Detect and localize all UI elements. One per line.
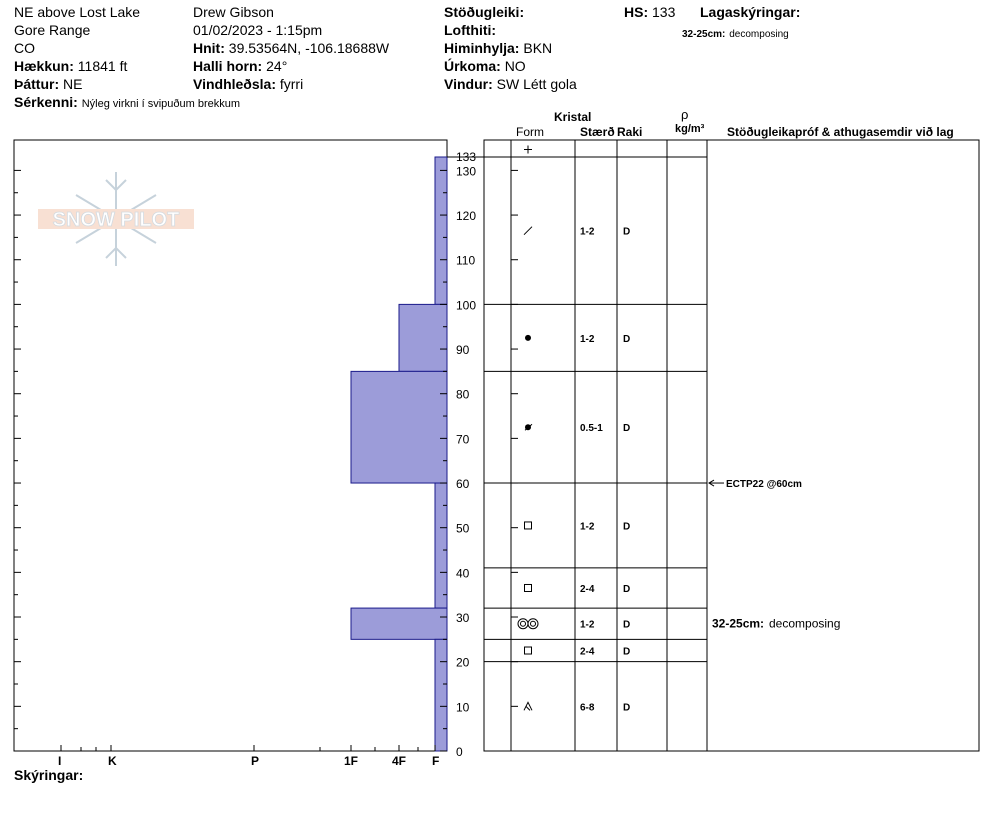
air-temp-label: Lofthiti:: [444, 22, 497, 38]
depth-label: 130: [456, 164, 477, 179]
faceted-grain-icon: [525, 647, 532, 654]
hardness-label: F: [432, 754, 440, 768]
layer-note-text: decomposing: [729, 29, 789, 40]
moisture-value: D: [623, 521, 631, 533]
hardness-label: K: [108, 754, 117, 768]
grain-size: 1-2: [580, 226, 595, 238]
features-value: Nýleg virkni í svipuðum brekkum: [81, 98, 241, 110]
coordinates-value: 39.53564N, -106.18688W: [228, 40, 390, 56]
precipitation: [444, 58, 526, 74]
location-name: NE above Lost Lake: [14, 4, 141, 20]
grain-size: 0.5-1: [580, 423, 603, 435]
hardness-bar: [351, 608, 447, 639]
coordinates-label: Hnit:: [193, 40, 225, 56]
form-column-ticks: [511, 170, 518, 751]
hardness-label: P: [251, 754, 260, 768]
slope-angle: [193, 58, 287, 74]
snow-profile-chart: [0, 100, 994, 790]
moisture-value: D: [623, 646, 631, 658]
depth-label: 20: [456, 655, 470, 670]
depth-label: 100: [456, 298, 477, 313]
hardness-axis: [58, 745, 439, 768]
aspect: [14, 76, 82, 92]
moisture-value: D: [623, 583, 631, 595]
hardness-bar: [399, 304, 447, 371]
depth-label: 0: [456, 745, 463, 759]
hardness-bar: [435, 483, 447, 608]
hs-value: 133: [652, 4, 676, 20]
depth-hoar-icon: [526, 706, 530, 710]
layer-comment-range: 32-25cm:: [712, 616, 765, 631]
density-symbol: ρ: [681, 107, 689, 122]
depth-hoar-icon: [524, 702, 532, 710]
depth-label: 110: [456, 253, 476, 268]
observer-name: Drew Gibson: [193, 4, 274, 20]
grain-size: 2-4: [580, 583, 595, 595]
wind: [444, 76, 577, 92]
hardness-label: 1F: [344, 754, 359, 768]
hs-label: HS:: [624, 4, 649, 20]
rounded-grain-icon: [525, 335, 531, 341]
moisture-header: Raki: [617, 125, 643, 139]
elevation: [14, 58, 127, 74]
depth-label: 70: [456, 432, 470, 447]
observation-datetime: 01/02/2023 - 1:15pm: [193, 22, 323, 38]
snowpilot-logo: [38, 172, 194, 266]
hardness-bar: [435, 639, 447, 751]
sky-cover: [444, 40, 552, 56]
layer-table-frame: [484, 140, 979, 751]
depth-label: 60: [456, 477, 470, 492]
coordinates: [193, 40, 389, 56]
depth-label: 40: [456, 566, 470, 581]
depth-label: 120: [456, 209, 477, 224]
kristal-header: Kristal: [554, 110, 592, 124]
hardness-label: 4F: [392, 754, 407, 768]
depth-label: 90: [456, 343, 470, 358]
moisture-value: D: [623, 226, 631, 238]
aspect-value: NE: [63, 76, 83, 92]
layer-table-grid: [484, 140, 707, 751]
mountain-range: Gore Range: [14, 22, 91, 38]
depth-label: 80: [456, 387, 470, 402]
sky-label: Himinhylja:: [444, 40, 520, 56]
size-header: Stærð: [580, 125, 615, 139]
slope-label: Halli horn:: [193, 58, 263, 74]
grain-size: 2-4: [580, 646, 595, 658]
wind-loading: [193, 76, 303, 92]
depth-label: 133: [456, 150, 477, 164]
moisture-value: D: [623, 702, 631, 714]
left-depth-ticks: [14, 170, 21, 751]
windload-label: Vindhleðsla:: [193, 76, 276, 92]
depth-axis-labels: [447, 150, 484, 759]
melt-freeze-icon: [531, 621, 536, 626]
melt-freeze-icon: [528, 619, 538, 629]
depth-label: 30: [456, 611, 470, 626]
windload-value: fyrri: [279, 76, 304, 92]
legend-label: Skýringar:: [14, 767, 84, 783]
faceted-grain-icon: [525, 584, 532, 591]
faceted-grain-icon: [525, 522, 532, 529]
layer-comment-text: decomposing: [769, 616, 841, 631]
layer-notes-label: Lagaskýringar:: [700, 4, 801, 20]
decomposing-icon: [524, 227, 532, 235]
tests-header: Stöðugleikapróf & athugasemdir við lag: [727, 125, 954, 139]
form-header: Form: [516, 125, 544, 139]
snow-height: [624, 4, 675, 20]
grain-size: 1-2: [580, 619, 595, 631]
grain-size: 1-2: [580, 521, 595, 533]
moisture-value: D: [623, 333, 631, 345]
wind-value: SW Létt gola: [496, 76, 577, 92]
elevation-label: Hækkun:: [14, 58, 74, 74]
layer-note: [682, 24, 789, 41]
aspect-label: Þáttur:: [14, 76, 60, 92]
depth-label: 50: [456, 521, 470, 536]
logo-text: SNOW PILOT: [52, 209, 180, 231]
stability-tests: [709, 479, 840, 631]
grain-size: 1-2: [580, 333, 595, 345]
wind-label: Vindur:: [444, 76, 493, 92]
melt-freeze-icon: [518, 619, 528, 629]
slope-value: 24°: [266, 58, 288, 74]
sky-value: BKN: [523, 40, 553, 56]
hardness-bar: [351, 371, 447, 483]
moisture-value: D: [623, 423, 631, 435]
depth-label: 10: [456, 700, 470, 715]
melt-freeze-icon: [521, 621, 526, 626]
stability-label: Stöðugleiki:: [444, 4, 525, 20]
layer-note-range: 32-25cm:: [682, 29, 726, 40]
test-result: ECTP22 @60cm: [726, 479, 802, 491]
hardness-bars: [351, 157, 447, 751]
precip-label: Úrkoma:: [444, 58, 501, 74]
moisture-value: D: [623, 619, 631, 631]
state: CO: [14, 40, 35, 56]
features-label: Sérkenni:: [14, 94, 78, 110]
layer-rows: [518, 146, 630, 714]
grain-size: 6-8: [580, 702, 595, 714]
precip-value: NO: [504, 58, 526, 74]
hardness-label: I: [58, 754, 62, 768]
density-unit: kg/m³: [675, 123, 705, 135]
elevation-value: 11841 ft: [77, 58, 128, 74]
